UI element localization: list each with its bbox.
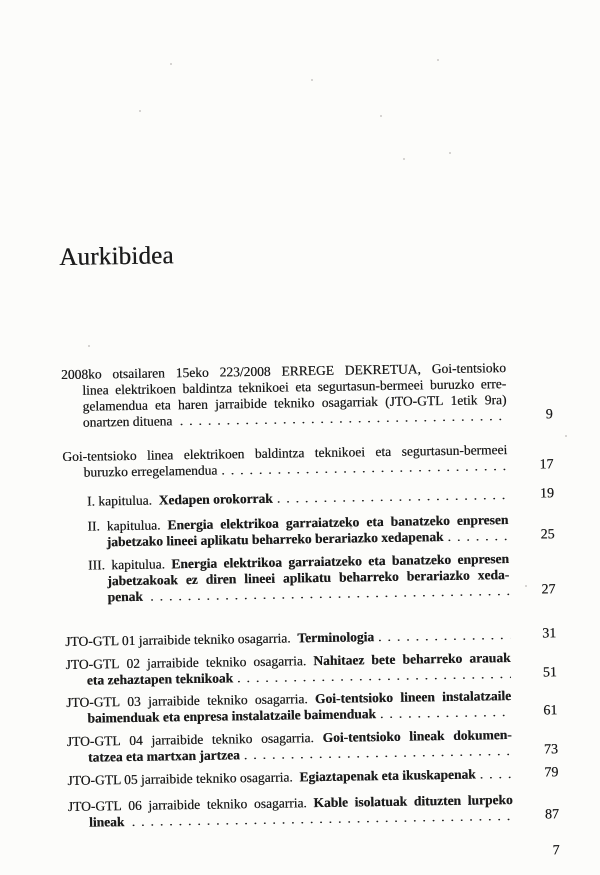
toc-page-number: 79 <box>544 765 559 781</box>
scan-speckle <box>403 158 405 160</box>
toc-line: 2008ko otsailaren 15eko 223/2008 ERREGE DEKRETUA, Goi-tentsioko <box>60 360 507 383</box>
toc-line: III. kapitulua. Energia elektrikoa garraiatzeko eta banatzeko enpresen <box>87 551 510 573</box>
scan-speckle <box>170 63 172 65</box>
toc-line: eta zehaztapen teknikoak ..... <box>66 666 511 689</box>
toc-entry <box>61 359 553 431</box>
toc-entry <box>63 486 554 510</box>
toc-entry-text <box>65 627 510 650</box>
toc-entry-text <box>63 487 508 510</box>
toc-line: JTO-GTL 04 jarraibide tekniko osagarria. Goi-tentsioko lineak dokumen- <box>66 727 512 749</box>
dot-leader <box>240 743 512 763</box>
toc-entries <box>61 359 559 831</box>
scan-speckle <box>380 115 382 117</box>
toc-line: buruzko erregelamendua ..... <box>62 458 507 481</box>
toc-entry <box>67 765 558 789</box>
dot-leader <box>376 704 512 722</box>
toc-entry-text <box>66 688 511 727</box>
dot-leader <box>233 666 511 686</box>
toc-entry <box>65 626 556 650</box>
toc-page-number: 19 <box>539 486 555 502</box>
toc-entry-text <box>61 360 507 431</box>
toc-entry <box>67 726 558 766</box>
toc-title: Aurkibidea <box>58 242 174 272</box>
dot-leader <box>476 766 513 783</box>
toc-entry-text <box>64 551 510 606</box>
document-page <box>59 235 560 867</box>
toc-line: JTO-GTL 05 jarraibide tekniko osagarria. Egiaztapenak eta ikuskapenak ..... <box>67 766 512 789</box>
toc-page-number: 51 <box>542 665 557 681</box>
toc-entry-text <box>65 650 510 689</box>
toc-entry-text <box>63 512 508 551</box>
toc-entry-text <box>67 766 512 789</box>
scan-speckle <box>139 110 141 112</box>
toc-page-number: 17 <box>539 457 554 473</box>
toc-line: onartzen dituena ..... <box>62 408 507 431</box>
dot-leader <box>443 528 508 545</box>
toc-page-number: 87 <box>544 807 560 823</box>
toc-entry <box>68 791 559 831</box>
toc-entry <box>62 441 553 481</box>
toc-page-number: 27 <box>541 582 556 598</box>
toc-entry <box>64 550 556 606</box>
toc-line: Goi-tentsioko linea elektrikoen baldintza teknikoei eta segurtasun-bermeei <box>62 442 508 465</box>
dot-leader <box>374 627 510 645</box>
dot-leader <box>217 458 507 479</box>
toc-line: gelamendua eta haren jarraibide tekniko osagarriak (JTO-GTL 1etik 9ra) <box>82 392 507 414</box>
toc-entry-text <box>68 792 513 831</box>
toc-entry <box>66 687 557 727</box>
toc-page-number: 73 <box>543 742 559 758</box>
toc-line: I. kapitulua. Xedapen orokorrak ..... <box>63 487 508 510</box>
folio-page-number: 7 <box>552 843 560 859</box>
toc-line: JTO-GTL 06 jarraibide tekniko osagarria. Kable isolatuak dituzten lurpeko <box>67 791 513 814</box>
toc-line: tatzea eta martxan jartzea ..... <box>67 743 512 766</box>
dot-leader <box>273 487 508 507</box>
toc-page-number: 31 <box>542 626 557 642</box>
toc-page-number: 25 <box>540 527 555 543</box>
toc-line: JTO-GTL 02 jarraibide tekniko osagarria. Nahitaez bete beharreko arauak <box>65 650 511 672</box>
toc-entry-text <box>67 727 512 766</box>
toc-entry-text <box>62 442 507 481</box>
scan-speckle <box>311 79 313 81</box>
toc-line: lineak ..... <box>68 808 513 831</box>
toc-line: JTO-GTL 03 jarraibide tekniko osagarria. Goi-tentsioko lineen instalatzaile <box>66 688 512 710</box>
scan-speckle <box>449 152 451 154</box>
toc-entry <box>63 511 554 551</box>
toc-line: baimenduak eta enpresa instalatzaile baimenduak ..... <box>66 704 511 727</box>
scan-speckle <box>565 435 567 437</box>
toc-page-number: 61 <box>543 703 558 719</box>
toc-line: jabetzako lineei aplikatu beharreko berariazko xedapenak ..... <box>64 528 509 551</box>
scan-speckle <box>437 59 439 61</box>
toc-line: linea elektrikoen baldintza teknikoei eta segurtasun-bermeei buruzko erre- <box>82 376 507 398</box>
toc-line: II. kapitulua. Energia elektrikoa garraiatzeko eta banatzeko enpresen <box>87 512 509 534</box>
toc-entry <box>65 649 556 689</box>
toc-page-number: 9 <box>545 407 553 423</box>
toc-line: penak ..... <box>64 583 509 606</box>
toc-line: JTO-GTL 01 jarraibide tekniko osagarria. Terminologia ..... <box>65 627 510 650</box>
toc-line: jabetzakoak ez diren lineei aplikatu beharreko berariazko xeda- <box>107 567 510 589</box>
